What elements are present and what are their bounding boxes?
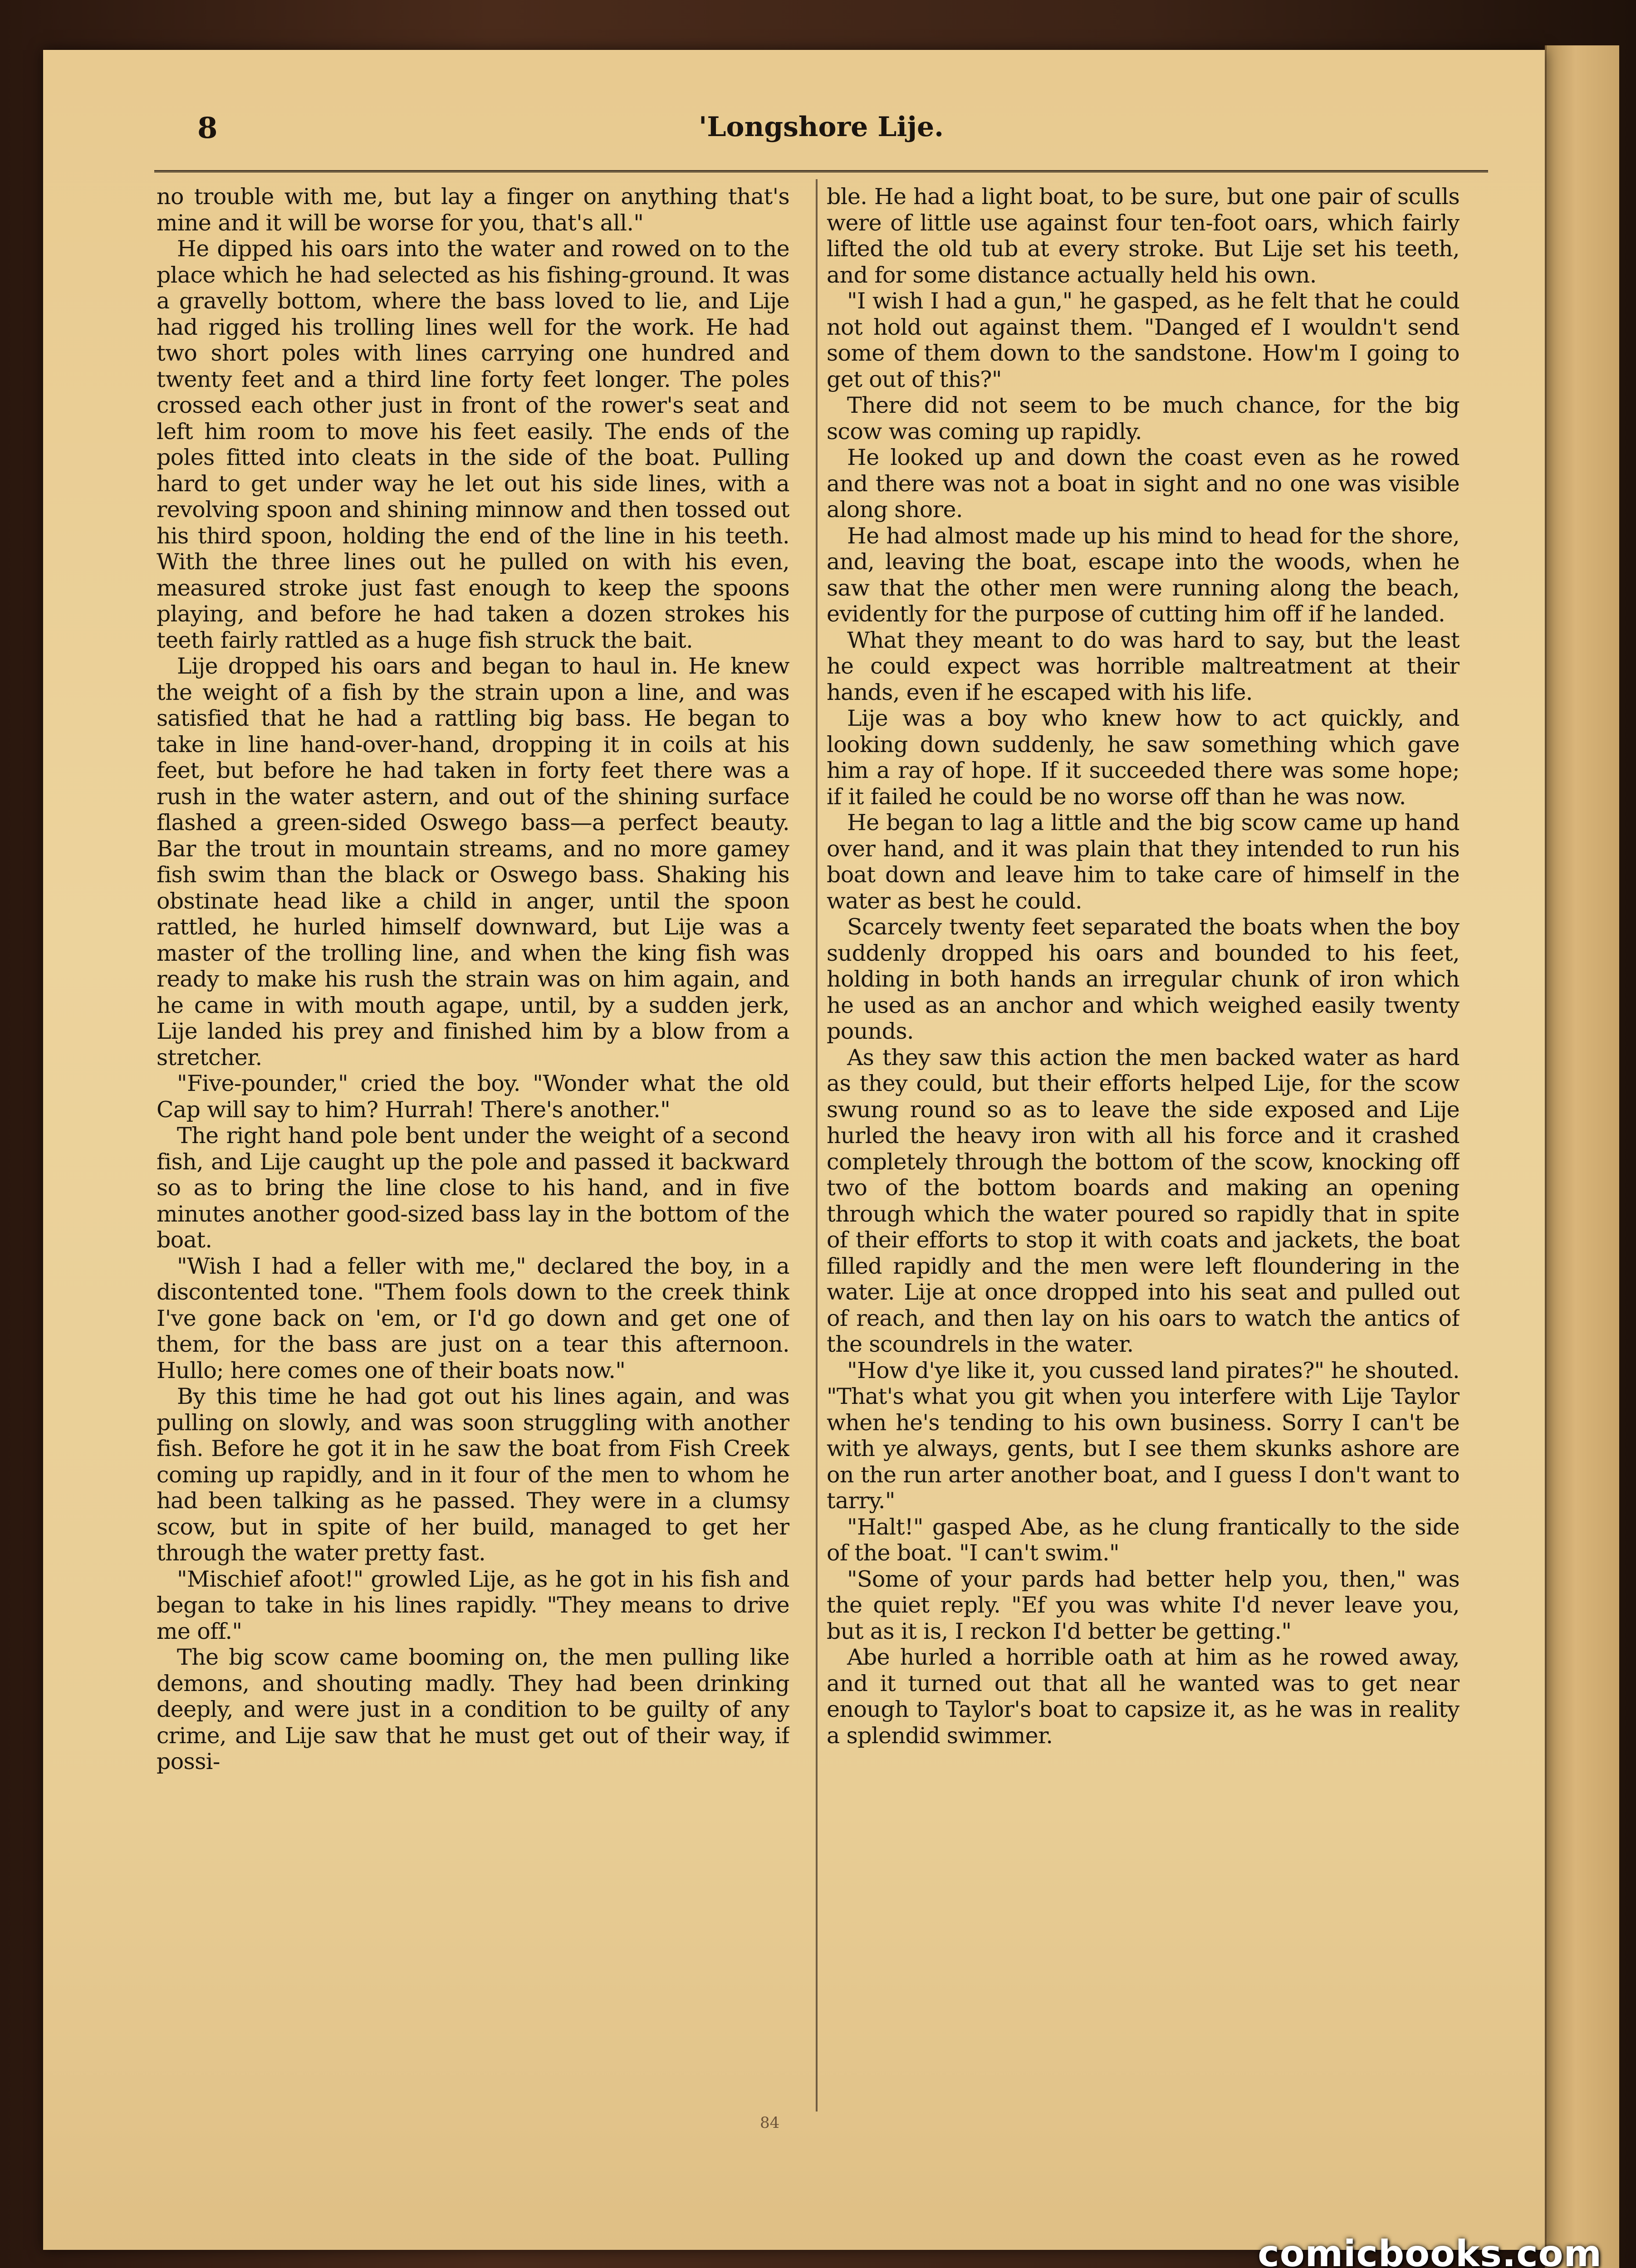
header-rule [154,170,1488,172]
paragraph: There did not seem to be much chance, for the big scow was coming up rapidly. [827,392,1460,445]
paragraph: "Some of your pards had better help you, then," was the quiet reply. "Ef you was white I'd never leave you, but as it is, I reckon I'd better be getting." [827,1566,1460,1644]
paragraph: He had almost made up his mind to head for the shore, and, leaving the boat, escape into the woods, when he saw that the other men were running along the beach, evidently for the purpose of cutting him off if he landed. [827,523,1460,627]
paragraph: Lije was a boy who knew how to act quickly, and looking down suddenly, he saw something which gave him a ray of hope. If it succeeded there was some hope; if it failed he could be no worse off than he was now. [827,705,1460,810]
footer-signature-mark: 84 [760,2114,780,2132]
left-column [157,184,789,2107]
watermark-logo: comicbooks.com [1258,2233,1602,2268]
right-column [827,184,1460,2107]
paragraph: He dipped his oars into the water and rowed on to the place which he had selected as his fishing-ground. It was a gravelly bottom, where the bass loved to lie, and Lije had rigged his trolling lines well for the work. He had two short poles with lines carrying one hundred and twenty feet and a third line forty feet longer. The poles crossed each other just in front of the rower's seat and left him room to move his feet easily. The ends of the poles fitted into cleats in the side of the boat. Pulling hard to get under way he let out his side lines, with a revolving spoon and shining minnow and then tossed out his third spoon, holding the end of the line in his teeth. With the three lines out he pulled on with his even, measured stroke just fast enough to keep the spoons playing, and before he had taken a dozen strokes his teeth fairly rattled as a huge fish struck the bait. [157,236,789,653]
paragraph: As they saw this action the men backed water as hard as they could, but their efforts helped Lije, for the scow swung round so as to leave the side exposed and Lije hurled the heavy iron with all his force and it crashed completely through the bottom of the scow, knocking off two of the bottom boards and making an opening through which the water poured so rapidly that in spite of their efforts to stop it with coats and jackets, the boat filled rapidly and the men were left floundering in the water. Lije at once dropped into his seat and pulled out of reach, and then lay on his oars to watch the antics of the scoundrels in the water. [827,1044,1460,1357]
paragraph: Scarcely twenty feet separated the boats when the boy suddenly dropped his oars and bounded to his feet, holding in both hands an irregular chunk of iron which he used as an anchor and which weighed easily twenty pounds. [827,914,1460,1044]
next-page-edge [1545,45,1619,2268]
paragraph: "Five-pounder," cried the boy. "Wonder what the old Cap will say to him? Hurrah! There's another." [157,1070,789,1123]
paragraph: What they meant to do was hard to say, but the least he could expect was horrible maltreatment at their hands, even if he escaped with his life. [827,627,1460,705]
paragraph: He looked up and down the coast even as he rowed and there was not a boat in sight and no one was visible along shore. [827,445,1460,523]
paragraph: The right hand pole bent under the weight of a second fish, and Lije caught up the pole and passed it backward so as to bring the line close to his hand, and in five minutes another good-sized bass lay in the bottom of the boat. [157,1123,789,1253]
paragraph: no trouble with me, but lay a finger on anything that's mine and it will be worse for you, that's all." [157,184,789,236]
paragraph: The big scow came booming on, the men pulling like demons, and shouting madly. They had been drinking deeply, and were just in a condition to be guilty of any crime, and Lije saw that he must get out of their way, if possi- [157,1644,789,1774]
paragraph: "Halt!" gasped Abe, as he clung frantically to the side of the boat. "I can't swim." [827,1514,1460,1566]
paragraph: By this time he had got out his lines again, and was pulling on slowly, and was soon struggling with another fish. Before he got it in he saw the boat from Fish Creek coming up rapidly, and in it four of the men to whom he had been talking as he passed. They were in a clumsy scow, but in spite of her build, managed to get her through the water pretty fast. [157,1383,789,1566]
paragraph: "How d'ye like it, you cussed land pirates?" he shouted. "That's what you git when you interfere with Lije Taylor when he's tending to his own business. Sorry I can't be with ye always, gents, but I see them skunks ashore are on the run arter another boat, and I guess I don't want to tarry." [827,1357,1460,1514]
paragraph: ble. He had a light boat, to be sure, but one pair of sculls were of little use against four ten-foot oars, which fairly lifted the old tub at every stroke. But Lije set his teeth, and for some distance actually held his own. [827,184,1460,288]
paragraph: "Wish I had a feller with me," declared the boy, in a discontented tone. "Them fools down to the creek think I've gone back on 'em, or I'd go down and get one of them, for the bass are just on a tear this afternoon. Hullo; here comes one of their boats now." [157,1253,789,1383]
paragraph: "Mischief afoot!" growled Lije, as he got in his fish and began to take in his lines rapidly. "They means to drive me off." [157,1566,789,1644]
page-number: 8 [197,111,218,145]
paragraph: Lije dropped his oars and began to haul in. He knew the weight of a fish by the strain upon a line, and was satisfied that he had a rattling big bass. He began to take in line hand-over-hand, dropping it in coils at his feet, but before he had taken in forty feet there was a rush in the water astern, and out of the shining surface flashed a green-sided Oswego bass—a perfect beauty. Bar the trout in mountain streams, and no more gamey fish swim than the black or Oswego bass. Shaking his obstinate head like a child in anger, until the spoon rattled, he hurled himself downward, but Lije was a master of the trolling line, and when the king fish was ready to make his rush the strain was on him again, and he came in with mouth agape, until, by a sudden jerk, Lije landed his prey and finished him by a blow from a stretcher. [157,653,789,1070]
running-title: 'Longshore Lije. [699,111,944,143]
paragraph: Abe hurled a horrible oath at him as he rowed away, and it turned out that all he wanted was to get near enough to Taylor's boat to capsize it, as he was in reality a splendid swimmer. [827,1644,1460,1749]
page-header [154,111,1488,161]
column-divider [816,179,818,2112]
paragraph: He began to lag a little and the big scow came up hand over hand, and it was plain that they intended to run his boat down and leave him to take care of himself in the water as best he could. [827,810,1460,914]
paragraph: "I wish I had a gun," he gasped, as he felt that he could not hold out against them. "Danged ef I wouldn't send some of them down to the sandstone. How'm I going to get out of this?" [827,288,1460,392]
